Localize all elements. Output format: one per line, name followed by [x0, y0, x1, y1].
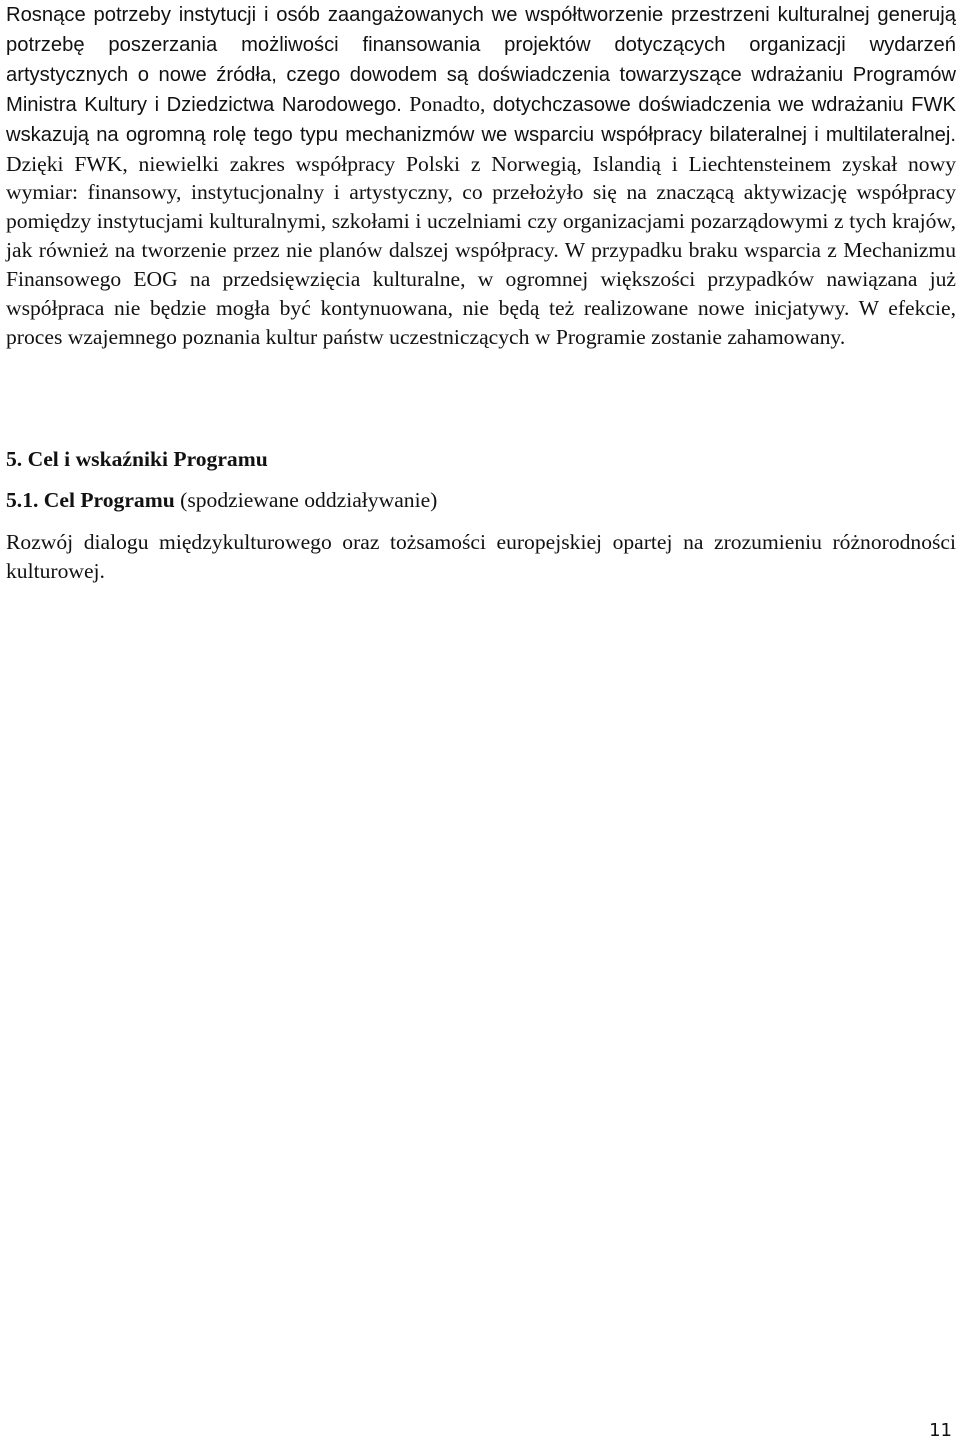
body-text-serif-2: Dzięki FWK, niewielki zakres współpracy Polski z Norwegią, Islandią i Liechtensteinem zyskał nowy wymiar: finansowy, instytucjonalny i artystyczny, co przełożyło się na znaczącą aktywizację współpracy pomiędzy instytucjami kulturalnymi, szkołami i uczelniami czy organizacjami pozarządowymi z tych krajów, jak również na tworzenie przez nie planów dalszej współpracy. W przypadku braku wsparcia z Mechanizmu Finansowego EOG na przedsięwzięcia kulturalne, w ogromnej większości przypadków nawiązana już współpraca nie będzie mogła być kontynuowana, nie będą też realizowane nowe inicjatywy. W efekcie, proces wzajemnego poznania kultur państw uczestniczących w Programie zostanie zahamowany.: [6, 151, 956, 349]
page-number: 11: [929, 1420, 952, 1441]
body-paragraph: [6, 0, 956, 352]
body-text-sans-1: Rosnące potrzeby instytucji i osób zaangażowanych we współtworzenie przestrzeni kulturalnej generują potrzebę poszerzania możliwości finansowania projektów dotyczących organizacji wydarzeń artystycznych o nowe źródła, czego dowodem są doświadczenia towarzyszące wdrażaniu Programów Ministra Kultury i Dziedzictwa Narodowego.: [6, 4, 956, 116]
body-text-sans-2: dotychczasowe doświadczenia we wdrażaniu FWK wskazują na ogromną rolę tego typu mechanizmów we wsparciu współpracy bilateralnej i multilateralnej.: [6, 93, 956, 146]
body-text-serif-1: Ponadto,: [401, 91, 493, 116]
subsection-heading: [6, 486, 956, 514]
section-heading: 5. Cel i wskaźniki Programu: [6, 447, 268, 471]
goal-paragraph: Rozwój dialogu międzykulturowego oraz tożsamości europejskiej opartej na zrozumieniu różnorodności kulturowej.: [6, 530, 956, 583]
subsection-heading-bold: 5.1. Cel Programu: [6, 488, 175, 512]
subsection-heading-suffix: (spodziewane oddziaływanie): [174, 488, 438, 512]
